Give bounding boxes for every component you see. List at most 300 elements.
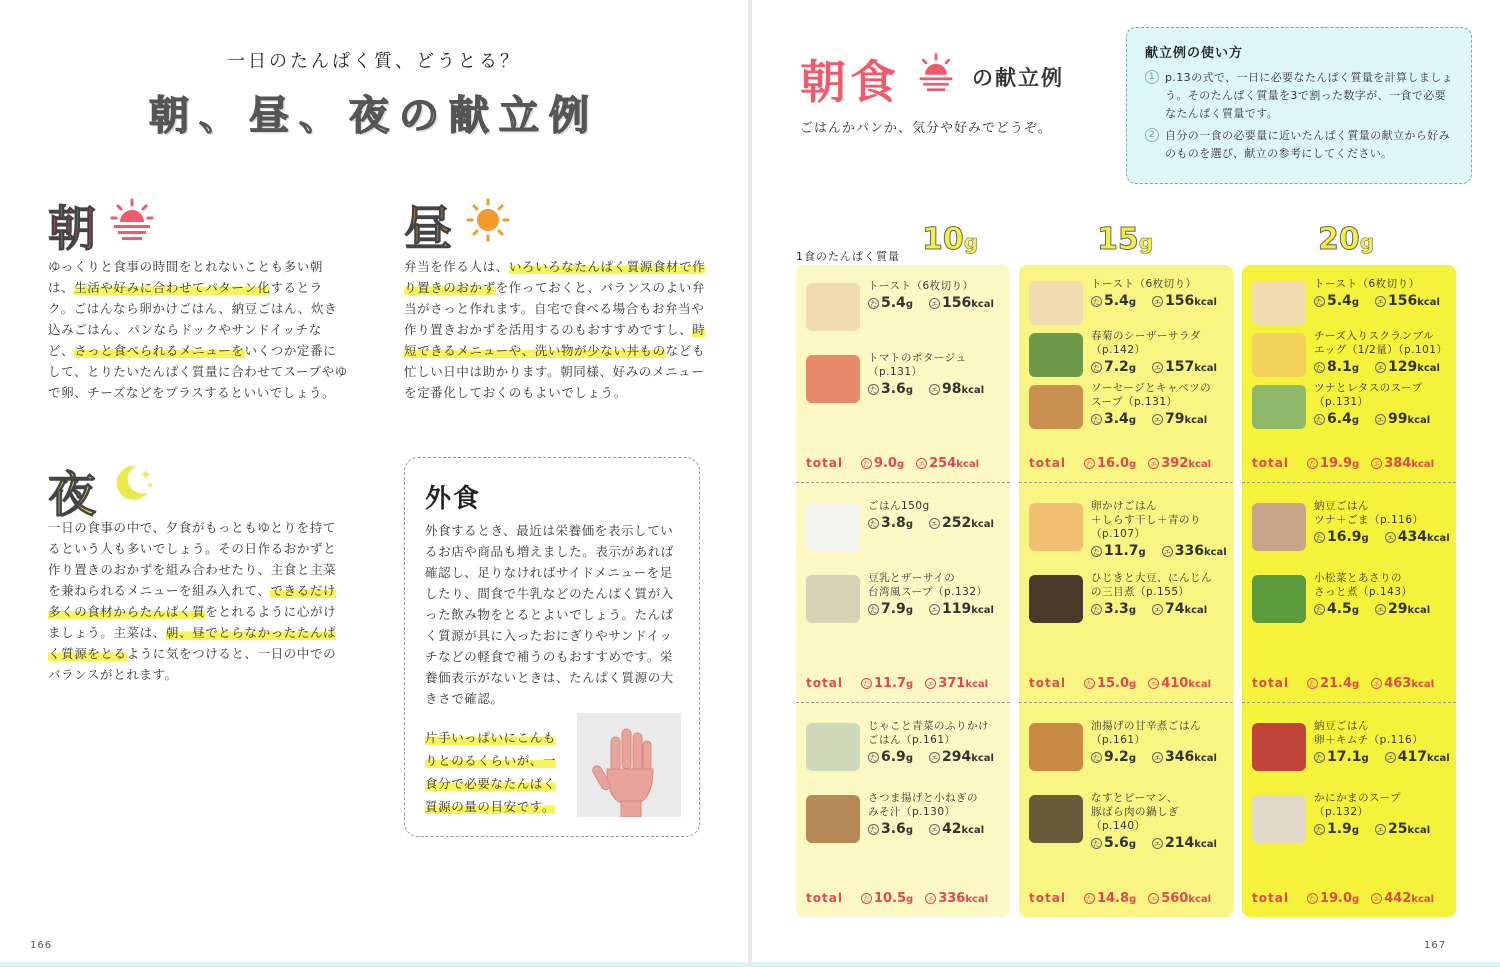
- morning-highlight-1: 生活や好みに合わせてパターン化: [74, 280, 271, 295]
- dish-protein: 7.2: [1104, 359, 1129, 375]
- gram-unit: g: [1351, 605, 1359, 616]
- cell-total: [1029, 676, 1227, 696]
- dish-protein: 16.9: [1327, 529, 1362, 545]
- night-text: [48, 517, 348, 685]
- dish-kcal: 346: [1164, 749, 1195, 765]
- protein-icon: た: [1316, 534, 1323, 542]
- gram-unit: g: [1361, 533, 1369, 544]
- dish-values: [1091, 749, 1217, 765]
- energy-icon: エ: [930, 606, 938, 614]
- energy-icon: エ: [930, 520, 938, 528]
- dish-values: [1091, 601, 1207, 617]
- gram-unit: g: [1351, 363, 1359, 374]
- sun-icon: [466, 198, 510, 242]
- dish-protein: 3.6: [881, 381, 906, 397]
- dish-values: [1314, 529, 1450, 545]
- total-label: total: [1252, 676, 1289, 690]
- protein-icon: た: [1316, 416, 1323, 424]
- dish-photo-tuna-soup: [1252, 385, 1306, 429]
- dish-values: [1314, 411, 1430, 427]
- lead-text: 一日のたんぱく質、どうとる？: [227, 51, 521, 72]
- menu-cell: [1019, 265, 1233, 483]
- dish-values: [868, 515, 994, 531]
- energy-icon: エ: [1373, 460, 1381, 468]
- moon-icon: [110, 460, 154, 504]
- dish-photo-natto-rice: [1252, 503, 1306, 551]
- gram-unit: g: [905, 299, 913, 310]
- dish-photo-toast: [806, 283, 860, 331]
- cell-total: [806, 676, 1004, 696]
- gram-unit: g: [1352, 894, 1360, 905]
- dish-kcal: 42: [941, 821, 962, 837]
- total-label: total: [1029, 676, 1066, 690]
- dish-photo-komatsuna: [1252, 575, 1306, 623]
- page-number-left: 166: [30, 940, 53, 951]
- energy-icon: エ: [930, 386, 938, 394]
- dish-kcal: 214: [1164, 835, 1195, 851]
- dish-name: ソーセージとキャベツの スープ（p.131）: [1091, 382, 1212, 408]
- energy-icon: エ: [1153, 298, 1161, 306]
- noon-text-2: を作っておくと、バランスのよい弁当がさっと作れます。自宅で食べる場合もお弁当や作り置きおかずを活用するのもおすすめですし、: [404, 280, 705, 337]
- dish-protein: 1.9: [1327, 821, 1352, 837]
- protein-icon: た: [1085, 460, 1093, 468]
- dish-photo-soymilk-soup: [806, 575, 860, 623]
- dish-name: 油揚げの甘辛煮ごはん （p.161）: [1091, 720, 1201, 746]
- dish-photo-eggplant: [1029, 795, 1083, 843]
- total-protein: 11.7: [873, 676, 907, 691]
- hand-photo: [577, 713, 681, 817]
- gram-unit: g: [905, 385, 913, 396]
- dish-kcal: 156: [1164, 293, 1195, 309]
- kcal-unit: kcal: [1184, 605, 1208, 616]
- protein-icon: た: [1093, 416, 1100, 424]
- dish-photo-hijiki: [1029, 575, 1083, 623]
- menu-cell: [1242, 485, 1456, 703]
- dish-protein: 5.4: [881, 295, 906, 311]
- kcal-unit: kcal: [965, 679, 989, 690]
- dish-photo-miso-soup: [806, 795, 860, 843]
- morning-text-1: ゆっくりと食事の時間をとれないことも多い朝は、: [48, 259, 323, 295]
- kcal-unit: kcal: [1407, 605, 1431, 616]
- energy-icon: エ: [930, 300, 938, 308]
- total-label: total: [1252, 891, 1289, 905]
- gram-unit: g: [905, 753, 913, 764]
- energy-icon: エ: [1153, 606, 1161, 614]
- total-kcal: 442: [1384, 891, 1412, 906]
- dish-values: [1091, 411, 1207, 427]
- kcal-unit: kcal: [1411, 894, 1435, 905]
- dish-values: [868, 381, 984, 397]
- total-protein: 19.9: [1319, 456, 1353, 471]
- gram-unit: g: [1128, 297, 1136, 308]
- gram-unit: g: [1128, 753, 1136, 764]
- menu-cell: [1019, 705, 1233, 917]
- cell-total: [806, 891, 1004, 911]
- gram-unit: g: [1128, 605, 1136, 616]
- total-label: total: [1029, 456, 1066, 470]
- energy-icon: エ: [1376, 416, 1384, 424]
- kcal-unit: kcal: [971, 605, 994, 616]
- dish-kcal: 74: [1164, 601, 1185, 617]
- dish-protein: 6.4: [1327, 411, 1352, 427]
- protein-icon: た: [870, 606, 877, 614]
- left-page: [0, 0, 748, 962]
- howto-heading: 献立例の使い方: [1145, 46, 1244, 61]
- menu-cell: [1019, 485, 1233, 703]
- dish-values: [1091, 293, 1217, 309]
- dish-values: [1091, 835, 1217, 851]
- protein-icon: た: [870, 386, 877, 394]
- column-amount-value: 15: [1097, 222, 1139, 257]
- protein-icon: た: [1308, 680, 1316, 688]
- kcal-unit: kcal: [1203, 547, 1227, 558]
- dish-name: トースト（6枚切り）: [1091, 278, 1197, 290]
- protein-icon: た: [1093, 298, 1100, 306]
- gram-unit: g: [906, 679, 914, 690]
- energy-icon: エ: [918, 460, 926, 468]
- kcal-unit: kcal: [961, 825, 985, 836]
- dish-kcal: 156: [1387, 293, 1418, 309]
- protein-icon: た: [1316, 754, 1323, 762]
- protein-icon: た: [1308, 460, 1316, 468]
- gram-unit: g: [906, 894, 914, 905]
- energy-icon: エ: [1163, 548, 1171, 556]
- dish-kcal: 25: [1387, 821, 1408, 837]
- page-title: 朝、昼、夜の献立例: [149, 93, 599, 139]
- menu-cell: [796, 485, 1010, 703]
- energy-icon: エ: [1153, 364, 1161, 372]
- cell-total: [1252, 456, 1450, 476]
- energy-icon: エ: [1376, 298, 1384, 306]
- energy-icon: エ: [1373, 680, 1381, 688]
- total-protein: 19.0: [1319, 891, 1353, 906]
- energy-icon: エ: [1153, 840, 1161, 848]
- kcal-unit: kcal: [971, 519, 994, 530]
- eatout-box: [404, 457, 700, 837]
- column-amount-value: 10: [922, 222, 964, 257]
- kcal-unit: kcal: [1188, 679, 1212, 690]
- dish-name: さつま揚げと小ねぎの みそ汁（p.130）: [868, 792, 978, 818]
- column-amount-heading: [1097, 222, 1153, 257]
- night-highlight-1: できるだけ多くの食材からたんぱく質: [48, 583, 336, 619]
- gram-unit: g: [1128, 415, 1136, 426]
- gram-unit: g: [1351, 825, 1359, 836]
- dish-name: 卵かけごはん ＋しらす干し＋青のり （p.107）: [1091, 500, 1201, 540]
- total-kcal: 254: [929, 456, 957, 471]
- protein-icon: た: [1093, 548, 1100, 556]
- night-text-3: ように気をつけると、一日の中でのバランスがとれます。: [48, 646, 337, 682]
- gram-unit: g: [1351, 415, 1359, 426]
- dish-protein: 5.6: [1104, 835, 1129, 851]
- gram-unit: g: [905, 825, 913, 836]
- gram-unit: g: [905, 519, 913, 530]
- total-label: total: [806, 456, 843, 470]
- energy-icon: エ: [1386, 754, 1394, 762]
- kcal-unit: kcal: [1417, 297, 1440, 308]
- energy-icon: エ: [1153, 754, 1161, 762]
- protein-icon: た: [1316, 298, 1323, 306]
- night-text-2: をとれるように心がけましょう。主菜は、: [48, 604, 337, 640]
- kcal-unit: kcal: [956, 459, 980, 470]
- right-page: [752, 0, 1500, 962]
- howto-step-number: 1: [1145, 70, 1159, 84]
- dish-values: [1314, 821, 1430, 837]
- dish-name: トマトのポタージュ （p.131）: [868, 352, 967, 378]
- breakfast-title-suffix: の献立例: [972, 66, 1064, 90]
- protein-icon: た: [862, 460, 870, 468]
- column-amount-unit: g: [1359, 230, 1375, 254]
- menu-cell: [796, 265, 1010, 483]
- dish-protein: 4.5: [1327, 601, 1352, 617]
- protein-icon: た: [1093, 840, 1100, 848]
- eatout-highlight-text: 片手いっぱいにこんもりとのるくらいが、一食分で必要なたんぱく質源の量の目安です。: [425, 730, 557, 814]
- total-label: total: [806, 891, 843, 905]
- gram-unit: g: [1352, 459, 1360, 470]
- column-amount-heading: [922, 222, 978, 257]
- protein-icon: た: [1308, 895, 1316, 903]
- dish-kcal: 434: [1397, 529, 1427, 545]
- kcal-unit: kcal: [1407, 415, 1431, 426]
- dish-values: [1314, 359, 1440, 375]
- kcal-unit: kcal: [1194, 363, 1217, 374]
- gram-unit: g: [1128, 839, 1136, 850]
- breakfast-subtitle: ごはんかパンか、気分や好みでどうぞ。: [800, 121, 1052, 136]
- dish-name: 小松菜とあさりの さっと煮（p.143）: [1314, 572, 1413, 598]
- total-protein: 9.0: [873, 456, 897, 471]
- dish-kcal: 99: [1387, 411, 1408, 427]
- dish-photo-toast: [1029, 281, 1083, 325]
- dish-photo-natto-kimchi: [1252, 723, 1306, 771]
- protein-icon: た: [1316, 364, 1323, 372]
- dish-kcal: 157: [1164, 359, 1195, 375]
- dish-values: [1091, 543, 1227, 559]
- dish-kcal: 129: [1387, 359, 1418, 375]
- dish-values: [1314, 749, 1450, 765]
- dish-photo-tomato-soup: [806, 355, 860, 403]
- noon-text-3: なども忙しい日中は助かります。朝同様、好みのメニューを定番化しておくのもよいでしょう。: [404, 343, 706, 400]
- dish-photo-furikake-rice: [806, 723, 860, 771]
- total-kcal: 463: [1384, 676, 1412, 691]
- kcal-unit: kcal: [1188, 894, 1212, 905]
- kcal-unit: kcal: [1194, 297, 1217, 308]
- kcal-unit: kcal: [1194, 753, 1217, 764]
- dish-protein: 5.4: [1327, 293, 1352, 309]
- energy-icon: エ: [1150, 460, 1158, 468]
- kcal-unit: kcal: [971, 299, 994, 310]
- dish-name: チーズ入りスクランブル エッグ（1/2量）（p.101）: [1314, 330, 1448, 356]
- energy-icon: エ: [927, 895, 935, 903]
- protein-icon: た: [1093, 606, 1100, 614]
- dish-name: なすとピーマン、 豚ばら肉の鍋しぎ （p.140）: [1091, 792, 1179, 832]
- dish-name: 春菊のシーザーサラダ （p.142）: [1091, 330, 1201, 356]
- dish-values: [868, 749, 994, 765]
- total-label: total: [806, 676, 843, 690]
- cell-total: [806, 456, 1004, 476]
- dish-photo-scrambled-egg: [1252, 333, 1306, 377]
- dish-name: ひじきと大豆、にんじん の三目煮（p.155）: [1091, 572, 1212, 598]
- menu-column: [1019, 265, 1233, 917]
- breakfast-title: 朝食: [800, 55, 900, 109]
- page-number-right: 167: [1424, 940, 1447, 951]
- dish-kcal: 336: [1174, 543, 1204, 559]
- howto-step-text: p.13の式で、一日に必要なたんぱく質量を計算しましょう。そのたんぱく質量を3で割った数字が、一食で必要なたんぱく質量です。: [1165, 71, 1454, 120]
- energy-icon: エ: [1373, 895, 1381, 903]
- dish-protein: 3.8: [881, 515, 906, 531]
- cell-total: [1029, 891, 1227, 911]
- howto-step: [1145, 69, 1457, 123]
- protein-icon: た: [1093, 364, 1100, 372]
- dish-photo-rice: [806, 503, 860, 551]
- energy-icon: エ: [1386, 534, 1394, 542]
- energy-icon: エ: [1153, 416, 1161, 424]
- total-kcal: 371: [938, 676, 966, 691]
- kcal-unit: kcal: [965, 894, 989, 905]
- dish-kcal: 29: [1387, 601, 1408, 617]
- sunrise-icon: [916, 52, 956, 96]
- cell-total: [1029, 456, 1227, 476]
- dish-name: 納豆ごはん ツナ＋ごま（p.116）: [1314, 500, 1424, 526]
- total-kcal: 392: [1161, 456, 1189, 471]
- total-kcal: 336: [938, 891, 966, 906]
- menu-cell: [796, 705, 1010, 917]
- protein-icon: た: [1093, 754, 1100, 762]
- gram-unit: g: [1352, 679, 1360, 690]
- gram-unit: g: [1138, 547, 1146, 558]
- night-highlight-2: 朝、昼でとらなかったたんぱく質源をとる: [48, 625, 337, 661]
- total-protein: 15.0: [1096, 676, 1130, 691]
- morning-text-3: いくつか定番にして、とりたいたんぱく質量に合わせてスープやゆで卵、チーズなどをプラスするといいでしょう。: [48, 343, 348, 400]
- menu-cell: [1242, 265, 1456, 483]
- dish-kcal: 252: [941, 515, 972, 531]
- eatout-text: 外食するとき、最近は栄養価を表示しているお店や商品も増えました。表示があれば確認し、足りなければサイドメニューを足したり、間食で牛乳などのたんぱく質が入った飲み物をとるとよいでしょう。たんぱく質源が具に入ったおにぎりやサンドイッチなどの軽食で補うのもおすすめです。栄養価表示がないときは、たんぱく質源の大きさで確認。: [425, 523, 674, 706]
- dish-values: [868, 295, 994, 311]
- menu-column: [796, 265, 1010, 917]
- dish-protein: 5.4: [1104, 293, 1129, 309]
- sunrise-icon: [110, 198, 154, 240]
- dish-protein: 3.6: [881, 821, 906, 837]
- dish-kcal: 79: [1164, 411, 1185, 427]
- protein-icon: た: [1085, 895, 1093, 903]
- energy-icon: エ: [1376, 826, 1384, 834]
- noon-highlight-1: いろいろなたんぱく質源食材で作り置きのおかず: [404, 259, 706, 295]
- noon-text: [404, 256, 706, 403]
- dish-name: トースト（6枚切り）: [1314, 278, 1420, 290]
- total-kcal: 560: [1161, 891, 1189, 906]
- gram-unit: g: [905, 605, 913, 616]
- kcal-unit: kcal: [1426, 533, 1450, 544]
- dish-protein: 6.9: [881, 749, 906, 765]
- dish-photo-aburaage-rice: [1029, 723, 1083, 771]
- dish-name: ツナとレタスのスープ （p.131）: [1314, 382, 1423, 408]
- kcal-unit: kcal: [1411, 679, 1435, 690]
- protein-icon: た: [870, 754, 877, 762]
- noon-highlight-2: 時短できるメニューや、洗い物が少ない丼もの: [404, 322, 706, 358]
- total-label: total: [1029, 891, 1066, 905]
- dish-kcal: 98: [941, 381, 962, 397]
- dish-values: [868, 821, 984, 837]
- gram-unit: g: [1129, 679, 1137, 690]
- energy-icon: エ: [1376, 606, 1384, 614]
- protein-icon: た: [870, 300, 877, 308]
- kcal-unit: kcal: [1184, 415, 1208, 426]
- protein-label: 1食のたんぱく質量: [796, 250, 900, 263]
- column-amount-unit: g: [1138, 230, 1154, 254]
- kcal-unit: kcal: [961, 385, 985, 396]
- protein-icon: た: [862, 895, 870, 903]
- eatout-heading: 外食: [425, 484, 482, 514]
- kcal-unit: kcal: [1417, 363, 1440, 374]
- gram-unit: g: [1129, 459, 1137, 470]
- howto-steps: [1145, 69, 1457, 163]
- energy-icon: エ: [930, 826, 938, 834]
- howto-step: [1145, 127, 1457, 163]
- gram-unit: g: [896, 459, 905, 470]
- dish-photo-sausage-soup: [1029, 385, 1083, 429]
- dish-protein: 7.9: [881, 601, 906, 617]
- dish-kcal: 417: [1397, 749, 1427, 765]
- total-kcal: 410: [1161, 676, 1189, 691]
- gram-unit: g: [1361, 753, 1369, 764]
- column-amount-value: 20: [1318, 222, 1360, 257]
- dish-photo-kanikama-soup: [1252, 795, 1306, 843]
- gram-unit: g: [1128, 363, 1136, 374]
- dish-photo-toast: [1252, 281, 1306, 325]
- dish-photo-egg-rice: [1029, 503, 1083, 551]
- kcal-unit: kcal: [1407, 825, 1431, 836]
- dish-values: [1314, 293, 1440, 309]
- dish-protein: 8.1: [1327, 359, 1352, 375]
- dish-protein: 3.3: [1104, 601, 1129, 617]
- total-protein: 14.8: [1096, 891, 1130, 906]
- total-label: total: [1252, 456, 1289, 470]
- column-amount-unit: g: [963, 230, 979, 254]
- dish-kcal: 294: [941, 749, 972, 765]
- gram-unit: g: [1129, 894, 1137, 905]
- dish-protein: 3.4: [1104, 411, 1129, 427]
- gram-unit: g: [1351, 297, 1359, 308]
- protein-icon: た: [862, 680, 870, 688]
- dish-values: [868, 601, 994, 617]
- cell-total: [1252, 891, 1450, 911]
- menu-column: [1242, 265, 1456, 917]
- dish-name: ごはん150g: [868, 500, 930, 512]
- kcal-unit: kcal: [971, 753, 994, 764]
- protein-icon: た: [870, 826, 877, 834]
- eatout-highlight: [425, 726, 565, 818]
- cell-total: [1252, 676, 1450, 696]
- dish-values: [1091, 359, 1217, 375]
- howto-step-number: 2: [1145, 128, 1159, 142]
- total-protein: 10.5: [873, 891, 907, 906]
- dish-name: トースト（6枚切り）: [868, 280, 974, 292]
- protein-icon: た: [870, 520, 877, 528]
- protein-icon: た: [1085, 680, 1093, 688]
- dish-name: 納豆ごはん 卵＋キムチ（p.116）: [1314, 720, 1424, 746]
- kcal-unit: kcal: [1194, 839, 1217, 850]
- night-heading: 夜: [48, 467, 97, 523]
- noon-text-1: 弁当を作る人は、: [404, 259, 509, 274]
- energy-icon: エ: [1376, 364, 1384, 372]
- dish-protein: 9.2: [1104, 749, 1129, 765]
- morning-heading: 朝: [48, 201, 97, 257]
- protein-icon: た: [1316, 826, 1323, 834]
- dish-name: かにかまのスープ （p.132）: [1314, 792, 1401, 818]
- dish-name: 豆乳とザーサイの 台湾風スープ（p.132）: [868, 572, 988, 598]
- howto-step-text: 自分の一食の必要量に近いたんぱく質量の献立から好みのものを選び、献立の参考にしてください。: [1165, 129, 1450, 160]
- total-protein: 21.4: [1319, 676, 1353, 691]
- dish-kcal: 156: [941, 295, 972, 311]
- dish-protein: 11.7: [1104, 543, 1139, 559]
